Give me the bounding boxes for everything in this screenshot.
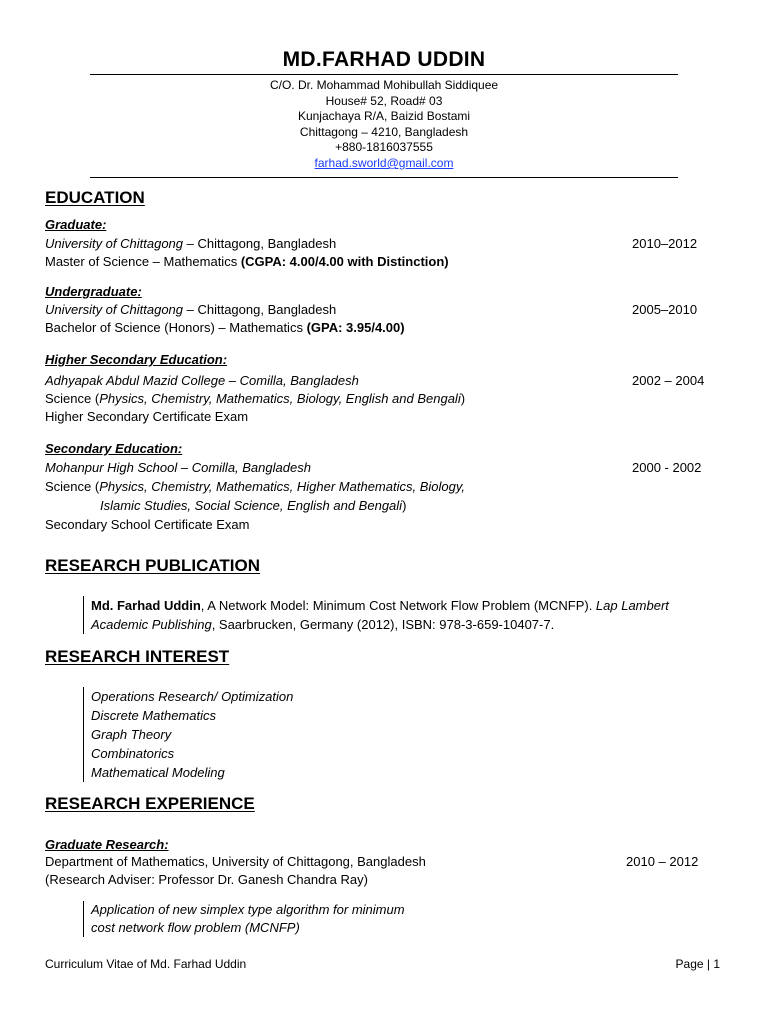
list-item: Discrete Mathematics: [91, 708, 216, 723]
publication-title: , A Network Model: Minimum Cost Network Flow Problem (MCNFP).: [200, 598, 596, 613]
undergraduate-date: 2005–2010: [632, 302, 698, 317]
higher-secondary-exam: Higher Secondary Certificate Exam: [45, 409, 249, 424]
subjects-suffix: ): [460, 391, 466, 406]
publication-details: , Saarbrucken, Germany (2012), ISBN: 978-3-659-10407-7.: [211, 617, 555, 632]
graduate-label: Graduate:: [45, 217, 107, 232]
graduate-degree: Master of Science – Mathematics: [45, 254, 241, 269]
undergraduate-location: – Chittagong, Bangladesh: [183, 302, 337, 317]
undergraduate-degree: Bachelor of Science (Honors) – Mathematics: [45, 320, 307, 335]
contact-block: [0, 78, 768, 172]
secondary-subjects-line-2: [100, 498, 406, 513]
research-adviser: (Research Adviser: Professor Dr. Ganesh Chandra Ray): [45, 872, 368, 887]
subjects-suffix: ): [402, 498, 407, 513]
graduate-date: 2010–2012: [632, 236, 698, 251]
graduate-degree-line: [45, 254, 449, 269]
graduate-institution-line: [45, 236, 336, 251]
higher-secondary-label: Higher Secondary Education:: [45, 352, 228, 367]
subjects-prefix: Science (: [45, 479, 100, 494]
address-line-1: C/O. Dr. Mohammad Mohibullah Siddiquee: [269, 78, 499, 92]
research-project-line-1: Application of new simplex type algorithm for minimum: [91, 902, 405, 917]
header-top-rule: [90, 74, 678, 75]
graduate-location: – Chittagong, Bangladesh: [183, 236, 337, 251]
research-project-line-2: cost network flow problem (MCNFP): [91, 920, 300, 935]
research-department: Department of Mathematics, University of Chittagong, Bangladesh: [45, 854, 426, 869]
publisher-part-1: Lap Lambert: [595, 598, 669, 613]
phone-number: +880-1816037555: [335, 140, 433, 155]
undergraduate-degree-line: [45, 320, 405, 335]
undergraduate-result: (GPA: 3.95/4.00): [306, 320, 405, 335]
list-item: Combinatorics: [91, 746, 175, 761]
graduate-institution: University of Chittagong: [45, 236, 184, 251]
list-item: Graph Theory: [91, 727, 172, 742]
publication-heading: RESEARCH PUBLICATION: [45, 556, 261, 575]
list-item: Operations Research/ Optimization: [91, 689, 294, 704]
higher-secondary-institution: Adhyapak Abdul Mazid College – Comilla, Bangladesh: [45, 373, 359, 388]
subjects-prefix: Science (: [45, 391, 100, 406]
undergraduate-institution: University of Chittagong: [45, 302, 184, 317]
research-project-box: [83, 901, 405, 937]
publication-line-1: [91, 596, 669, 615]
graduate-research-label: Graduate Research:: [45, 837, 169, 852]
research-date: 2010 – 2012: [626, 854, 699, 869]
header-bottom-rule: [90, 177, 678, 178]
secondary-exam: Secondary School Certificate Exam: [45, 517, 250, 532]
footer-title: Curriculum Vitae of Md. Farhad Uddin: [45, 957, 247, 971]
address-line-4: Chittagong – 4210, Bangladesh: [299, 124, 469, 139]
undergraduate-institution-line: [45, 302, 336, 317]
secondary-date: 2000 - 2002: [632, 460, 702, 475]
undergraduate-label: Undergraduate:: [45, 284, 142, 299]
secondary-subjects-line-1: [45, 479, 465, 494]
secondary-label: Secondary Education:: [45, 441, 183, 456]
interest-list: [83, 687, 293, 782]
address-line-3: Kunjachaya R/A, Baizid Bostami: [297, 109, 471, 124]
list-item: Mathematical Modeling: [91, 765, 225, 780]
address-line-2: House# 52, Road# 03: [325, 93, 443, 108]
publication-line-2: [91, 615, 669, 634]
secondary-institution: Mohanpur High School – Comilla, Bangladesh: [45, 460, 311, 475]
publisher-part-2: Academic Publishing: [91, 617, 212, 632]
higher-secondary-subjects-line: [45, 391, 465, 406]
candidate-name: MD.FARHAD UDDIN: [282, 48, 486, 71]
page-number: Page | 1: [675, 957, 720, 971]
publication-author: Md. Farhad Uddin: [91, 598, 201, 613]
publication-box: [83, 596, 669, 634]
graduate-result: (CGPA: 4.00/4.00 with Distinction): [240, 254, 449, 269]
education-heading: EDUCATION: [45, 188, 145, 207]
email-link[interactable]: farhad.sworld@gmail.com: [314, 155, 454, 170]
higher-secondary-subjects: Physics, Chemistry, Mathematics, Biology, English and Bengali: [99, 391, 461, 406]
higher-secondary-date: 2002 – 2004: [632, 373, 705, 388]
interest-heading: RESEARCH INTEREST: [45, 647, 230, 666]
experience-heading: RESEARCH EXPERIENCE: [45, 794, 255, 813]
secondary-subjects-2: Islamic Studies, Social Science, English and Bengali: [100, 498, 403, 513]
secondary-subjects-1: Physics, Chemistry, Mathematics, Higher Mathematics, Biology,: [99, 479, 465, 494]
